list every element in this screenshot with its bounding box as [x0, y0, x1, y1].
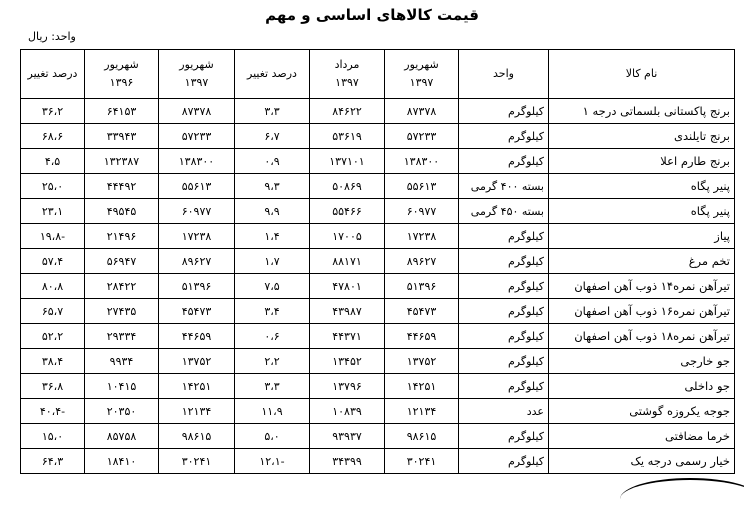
cell-unit: کیلوگرم [459, 449, 549, 474]
table-row [21, 399, 735, 424]
table-body [21, 99, 735, 474]
cell-name: تیرآهن نمره۱۶ ذوب آهن اصفهان [549, 299, 735, 324]
cell-c2: ۸۴۶۲۲ [310, 99, 385, 124]
cell-unit: کیلوگرم [459, 424, 549, 449]
cell-c4: ۶۰۹۷۷ [159, 199, 235, 224]
cell-c2: ۳۴۳۹۹ [310, 449, 385, 474]
cell-c5: ۲۸۴۲۲ [85, 274, 159, 299]
cell-name: تیرآهن نمره۱۸ ذوب آهن اصفهان [549, 324, 735, 349]
table-row [21, 424, 735, 449]
cell-unit: کیلوگرم [459, 349, 549, 374]
table-row [21, 349, 735, 374]
cell-c5: ۲۰۳۵۰ [85, 399, 159, 424]
cell-c4: ۸۹۶۲۷ [159, 249, 235, 274]
cell-unit: کیلوگرم [459, 224, 549, 249]
cell-c2: ۱۳۷۱۰۱ [310, 149, 385, 174]
cell-c4: ۱۳۷۵۲ [159, 349, 235, 374]
table-row [21, 449, 735, 474]
header-c4: شهریور ۱۳۹۷ [159, 50, 235, 99]
cell-name: تخم مرغ [549, 249, 735, 274]
cell-c3: ۰،۹ [235, 149, 310, 174]
cell-name: تیرآهن نمره۱۴ ذوب آهن اصفهان [549, 274, 735, 299]
cell-c4: ۸۷۳۷۸ [159, 99, 235, 124]
cell-name: خرما مضافتی [549, 424, 735, 449]
header-row [21, 50, 735, 99]
cell-c4: ۵۷۲۳۳ [159, 124, 235, 149]
table-row [21, 299, 735, 324]
cell-unit: کیلوگرم [459, 274, 549, 299]
header-c2: مرداد ۱۳۹۷ [310, 50, 385, 99]
cell-unit: کیلوگرم [459, 324, 549, 349]
cell-c3: -۱۲،۱ [235, 449, 310, 474]
cell-unit: بسته ۴۵۰ گرمی [459, 199, 549, 224]
table-row [21, 199, 735, 224]
cell-c1: ۵۱۳۹۶ [385, 274, 459, 299]
cell-name: پنیر پگاه [549, 174, 735, 199]
cell-c4: ۴۴۶۵۹ [159, 324, 235, 349]
cell-name: برنج پاکستانی بلسماتی درجه ۱ [549, 99, 735, 124]
cell-c1: ۵۵۶۱۳ [385, 174, 459, 199]
cell-c3: ۵،۰ [235, 424, 310, 449]
table-row [21, 224, 735, 249]
cell-name: برنج طارم اعلا [549, 149, 735, 174]
cell-c2: ۱۳۷۹۶ [310, 374, 385, 399]
cell-c1: ۵۷۲۳۳ [385, 124, 459, 149]
cell-unit: کیلوگرم [459, 299, 549, 324]
cell-c5: ۱۸۴۱۰ [85, 449, 159, 474]
cell-c6: ۶۵،۷ [21, 299, 85, 324]
cell-c4: ۳۰۲۴۱ [159, 449, 235, 474]
cell-c2: ۵۵۴۶۶ [310, 199, 385, 224]
table-row [21, 124, 735, 149]
cell-c4: ۱۴۲۵۱ [159, 374, 235, 399]
header-c3: درصد تغییر [235, 50, 310, 99]
table-row [21, 324, 735, 349]
cell-c1: ۱۳۷۵۲ [385, 349, 459, 374]
cell-c4: ۱۲۱۳۴ [159, 399, 235, 424]
cell-c6: ۲۵،۰ [21, 174, 85, 199]
cell-c6: ۴،۵ [21, 149, 85, 174]
cell-c5: ۸۵۷۵۸ [85, 424, 159, 449]
cell-c3: ۶،۷ [235, 124, 310, 149]
cell-c1: ۱۴۲۵۱ [385, 374, 459, 399]
table-row [21, 149, 735, 174]
cell-name: پنیر پگاه [549, 199, 735, 224]
unit-label: واحد: ریال [28, 30, 76, 43]
cell-c1: ۱۲۱۳۴ [385, 399, 459, 424]
cell-name: پیاز [549, 224, 735, 249]
cell-unit: کیلوگرم [459, 99, 549, 124]
cell-c5: ۱۰۴۱۵ [85, 374, 159, 399]
cell-name: جو خارجی [549, 349, 735, 374]
cell-c1: ۹۸۶۱۵ [385, 424, 459, 449]
cell-c5: ۴۹۵۴۵ [85, 199, 159, 224]
cell-c2: ۸۸۱۷۱ [310, 249, 385, 274]
cell-c3: ۳،۳ [235, 99, 310, 124]
header-c1: شهریور ۱۳۹۷ [385, 50, 459, 99]
cell-c1: ۱۷۲۳۸ [385, 224, 459, 249]
cell-c6: ۱۵،۰ [21, 424, 85, 449]
cell-unit: کیلوگرم [459, 374, 549, 399]
cell-c2: ۴۴۳۷۱ [310, 324, 385, 349]
cell-c1: ۴۴۶۵۹ [385, 324, 459, 349]
cell-unit: کیلوگرم [459, 249, 549, 274]
cell-name: جو داخلی [549, 374, 735, 399]
cell-c1: ۴۵۴۷۳ [385, 299, 459, 324]
cell-c2: ۱۰۸۳۹ [310, 399, 385, 424]
cell-c6: ۳۶،۸ [21, 374, 85, 399]
decorative-curve [620, 478, 744, 520]
cell-c2: ۴۳۹۸۷ [310, 299, 385, 324]
cell-c3: ۲،۲ [235, 349, 310, 374]
header-c5: شهریور ۱۳۹۶ [85, 50, 159, 99]
cell-c2: ۵۳۶۱۹ [310, 124, 385, 149]
cell-c5: ۹۹۳۴ [85, 349, 159, 374]
cell-c6: ۵۲،۲ [21, 324, 85, 349]
cell-name: جوجه یکروزه گوشتی [549, 399, 735, 424]
header-name: نام کالا [549, 50, 735, 99]
cell-c6: -۱۹،۸ [21, 224, 85, 249]
cell-c3: ۹،۳ [235, 174, 310, 199]
cell-c4: ۱۳۸۳۰۰ [159, 149, 235, 174]
cell-c1: ۸۷۳۷۸ [385, 99, 459, 124]
table-row [21, 99, 735, 124]
cell-c6: ۸۰،۸ [21, 274, 85, 299]
cell-c2: ۱۳۴۵۲ [310, 349, 385, 374]
cell-unit: بسته ۴۰۰ گرمی [459, 174, 549, 199]
cell-unit: عدد [459, 399, 549, 424]
cell-unit: کیلوگرم [459, 124, 549, 149]
cell-c2: ۱۷۰۰۵ [310, 224, 385, 249]
table-row [21, 174, 735, 199]
cell-c1: ۸۹۶۲۷ [385, 249, 459, 274]
cell-c5: ۱۳۲۳۸۷ [85, 149, 159, 174]
cell-c3: ۱،۷ [235, 249, 310, 274]
header-c6: درصد تغییر [21, 50, 85, 99]
cell-c1: ۶۰۹۷۷ [385, 199, 459, 224]
cell-c3: ۷،۵ [235, 274, 310, 299]
cell-c3: ۹،۹ [235, 199, 310, 224]
cell-c4: ۵۱۳۹۶ [159, 274, 235, 299]
cell-c6: ۶۸،۶ [21, 124, 85, 149]
cell-c6: ۵۷،۴ [21, 249, 85, 274]
cell-c5: ۲۹۳۳۴ [85, 324, 159, 349]
cell-c5: ۶۴۱۵۳ [85, 99, 159, 124]
cell-c5: ۵۶۹۴۷ [85, 249, 159, 274]
cell-c1: ۳۰۲۴۱ [385, 449, 459, 474]
cell-c6: ۳۸،۴ [21, 349, 85, 374]
cell-c6: ۳۶،۲ [21, 99, 85, 124]
cell-c2: ۹۳۹۳۷ [310, 424, 385, 449]
price-table [20, 49, 735, 474]
cell-c3: ۰،۶ [235, 324, 310, 349]
cell-c3: ۱۱،۹ [235, 399, 310, 424]
table-row [21, 249, 735, 274]
cell-c6: ۲۳،۱ [21, 199, 85, 224]
cell-c3: ۱،۴ [235, 224, 310, 249]
cell-c3: ۳،۳ [235, 374, 310, 399]
cell-c4: ۱۷۲۳۸ [159, 224, 235, 249]
cell-c5: ۴۴۴۹۲ [85, 174, 159, 199]
table-row [21, 274, 735, 299]
cell-c2: ۴۷۸۰۱ [310, 274, 385, 299]
cell-c4: ۹۸۶۱۵ [159, 424, 235, 449]
cell-c5: ۲۱۴۹۶ [85, 224, 159, 249]
cell-name: برنج تایلندی [549, 124, 735, 149]
cell-c3: ۳،۴ [235, 299, 310, 324]
cell-c6: ۶۴،۳ [21, 449, 85, 474]
cell-c4: ۴۵۴۷۳ [159, 299, 235, 324]
header-unit: واحد [459, 50, 549, 99]
cell-name: خیار رسمی درجه یک [549, 449, 735, 474]
cell-c6: -۴۰،۴ [21, 399, 85, 424]
cell-c4: ۵۵۶۱۳ [159, 174, 235, 199]
cell-c2: ۵۰۸۶۹ [310, 174, 385, 199]
cell-c1: ۱۳۸۳۰۰ [385, 149, 459, 174]
cell-c5: ۲۷۴۳۵ [85, 299, 159, 324]
page-title: قیمت کالاهای اساسی و مهم [265, 6, 479, 24]
cell-unit: کیلوگرم [459, 149, 549, 174]
table-row [21, 374, 735, 399]
cell-c5: ۳۳۹۴۳ [85, 124, 159, 149]
